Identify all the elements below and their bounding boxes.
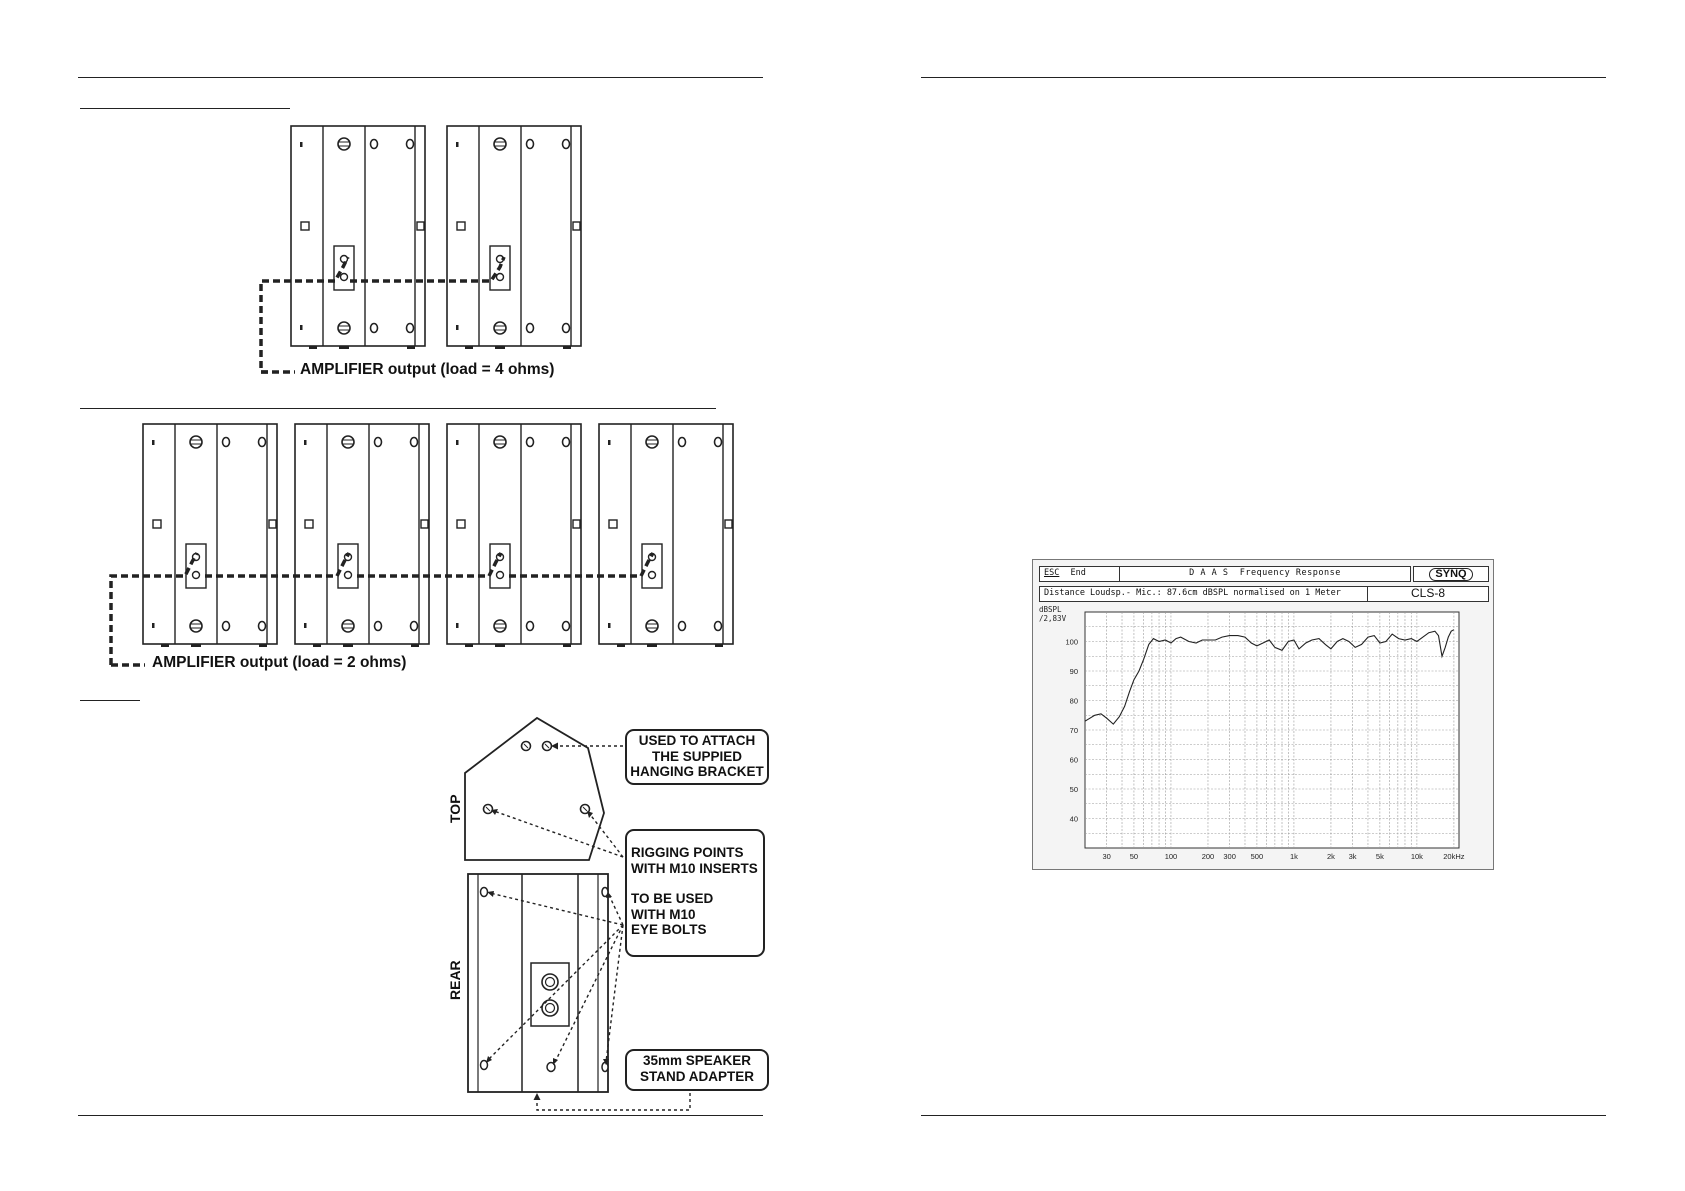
brand-logo: SYNQ: [1429, 568, 1472, 581]
y-axis-unit-line2: /2,83V: [1039, 614, 1067, 623]
x-tick-label: 300: [1223, 852, 1236, 861]
model-name: CLS-8: [1410, 586, 1445, 600]
x-tick-label: 50: [1129, 852, 1139, 861]
chart-title: D A A S Frequency Response: [1189, 568, 1341, 578]
speaker-cabinet: [143, 424, 277, 647]
x-tick-label: 1k: [1289, 852, 1298, 861]
x-tick-label: 20kHz: [1443, 852, 1465, 861]
callout-stand-adapter: 35mm SPEAKER STAND ADAPTER: [625, 1049, 769, 1091]
esc-action: End: [1070, 568, 1086, 578]
x-tick-label: 100: [1164, 852, 1178, 861]
amplifier-output-2ohm-label: AMPLIFIER output (load = 2 ohms): [152, 654, 407, 671]
x-tick-label: 200: [1201, 852, 1215, 861]
y-tick-label: 50: [1069, 785, 1078, 794]
rear-view-label: REAR: [447, 960, 463, 1000]
y-tick-label: 100: [1065, 637, 1078, 647]
callout-rigging-points: RIGGING POINTS WITH M10 INSERTS TO BE USED WITH M10 EYE BOLTS: [625, 829, 765, 957]
y-tick-label: 60: [1069, 755, 1078, 765]
y-axis-unit-line1: dBSPL: [1039, 605, 1062, 614]
x-tick-label: 500: [1250, 852, 1264, 861]
x-tick-label: 5k: [1375, 852, 1384, 861]
callout-hanging-bracket: USED TO ATTACH THE SUPPIED HANGING BRACKET: [625, 729, 769, 785]
chart-info: Distance Loudsp.- Mic.: 87.6cm dBSPL normalised on 1 Meter: [1044, 588, 1341, 598]
y-tick-label: 90: [1069, 667, 1078, 676]
speaker-cabinet: [295, 424, 429, 647]
amplifier-output-4ohm-label: AMPLIFIER output (load = 4 ohms): [300, 361, 555, 378]
top-view-label: TOP: [447, 794, 463, 823]
esc-key: ESC: [1044, 568, 1060, 578]
x-tick-label: 10k: [1410, 852, 1423, 861]
y-tick-label: 70: [1069, 726, 1078, 735]
y-tick-label: 80: [1069, 696, 1078, 706]
y-tick-label: 40: [1069, 814, 1078, 824]
x-tick-label: 30: [1102, 852, 1111, 861]
speaker-cabinet: [291, 126, 425, 349]
x-tick-label: 2k: [1326, 852, 1335, 861]
frequency-response-chart: [1032, 559, 1494, 870]
speaker-cabinet: [599, 424, 733, 647]
frequency-plot: [1033, 560, 1493, 869]
speaker-cabinet: [447, 126, 581, 349]
speaker-cabinet: [447, 424, 581, 647]
x-tick-label: 3k: [1348, 852, 1357, 861]
